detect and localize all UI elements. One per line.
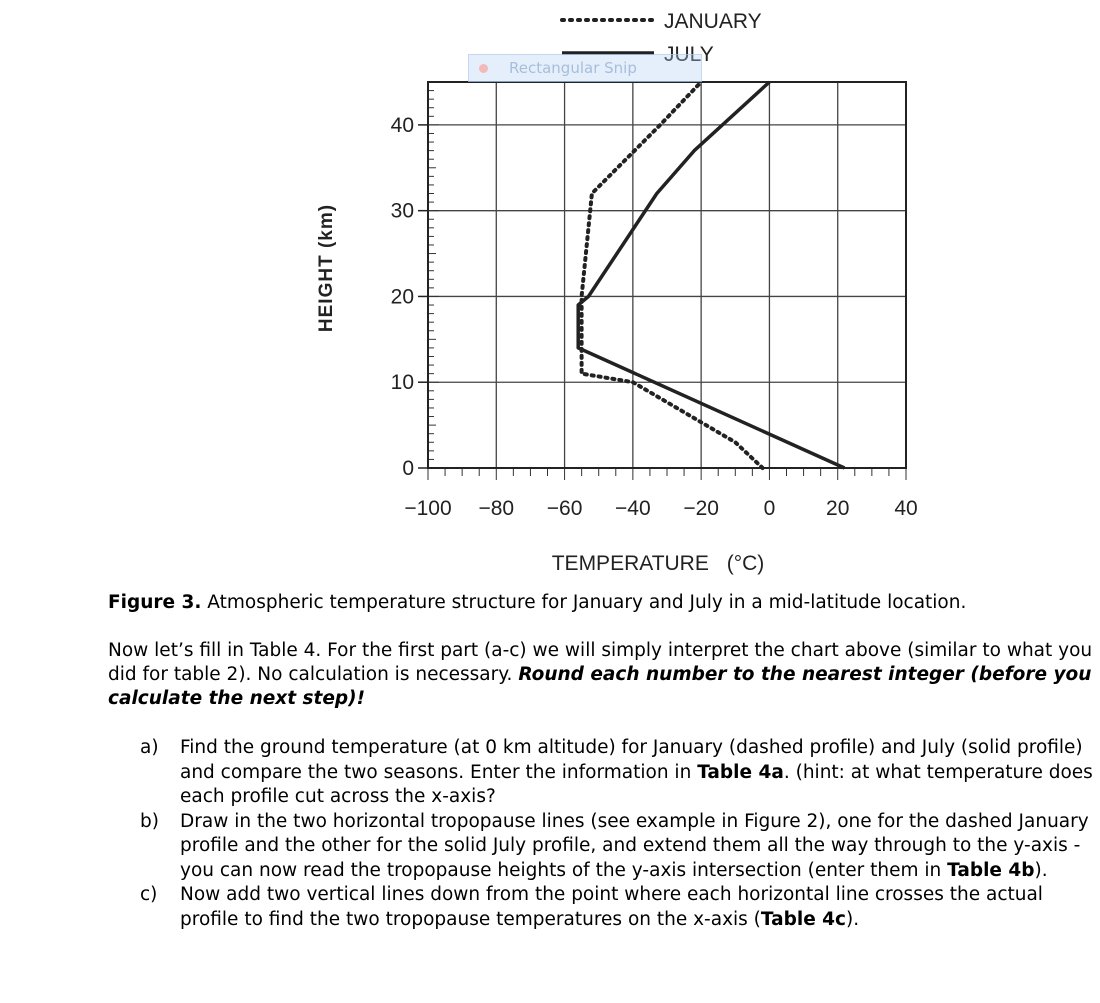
x-axis-label-name: TEMPERATURE xyxy=(551,552,709,575)
x-tick-label: −40 xyxy=(615,497,651,520)
axis-minor-ticks xyxy=(428,82,906,480)
x-tick-label: −100 xyxy=(404,497,452,520)
question-text: Now add two vertical lines down from the point where each horizontal line crosses the actual profile to find the two tropopause temperatures on the x-axis ( xyxy=(180,884,1043,930)
y-tick-label: 10 xyxy=(390,371,414,395)
question-text-end: . (hint: at what temperature does each profile cut across the x-axis? xyxy=(180,761,1093,807)
question-text: Find the ground temperature (at 0 km altitude) for January (dashed profile) and July (solid profile) and compare the two seasons. Enter the information in xyxy=(180,737,1083,783)
question-item xyxy=(140,810,1100,884)
x-axis-label xyxy=(552,552,765,575)
legend-label-january: JANUARY xyxy=(664,10,762,33)
x-tick-label: 0 xyxy=(763,497,776,520)
y-tick-label: 0 xyxy=(402,457,414,480)
figure-caption xyxy=(108,591,1098,615)
question-table-ref: Table 4c xyxy=(760,908,847,930)
question-text-end: ). xyxy=(1034,859,1048,881)
intro-emphasis: Round each number to the nearest integer (before you calculate the next step)! xyxy=(108,664,1092,709)
question-table-ref: Table 4a xyxy=(697,761,784,783)
question-item xyxy=(140,736,1100,810)
intro-paragraph xyxy=(108,639,1098,711)
intro-text: Now let’s fill in Table 4. For the first part (a-c) we will simply interpret the chart above (similar to what you did for table 2). No calculation is necessary. xyxy=(108,640,1093,685)
question-text: Draw in the two horizontal tropopause lines (see example in Figure 2), one for the dashed January profile and the other for the solid July profile, and extend them all the way through to the y-axis - you can now read the tropopause heights of the y-axis intersection (enter them in xyxy=(180,810,1089,881)
x-tick-label: −60 xyxy=(546,497,583,520)
snip-record-icon xyxy=(479,64,488,73)
series-line-july xyxy=(578,82,844,468)
rectangular-snip-overlay[interactable] xyxy=(468,54,702,82)
snip-overlay-label: Rectangular Snip xyxy=(509,59,637,77)
x-tick-label: −80 xyxy=(478,497,515,520)
y-tick-label: 40 xyxy=(390,113,414,137)
question-marker: b) xyxy=(140,810,159,832)
question-marker: c) xyxy=(140,884,158,905)
figure-caption-text: Atmospheric temperature structure for January and July in a mid-latitude location. xyxy=(201,592,967,613)
question-item xyxy=(140,883,1100,932)
y-tick-label: 30 xyxy=(390,199,414,223)
question-text-end: ). xyxy=(846,908,860,930)
question-marker: a) xyxy=(140,737,159,758)
y-tick-label: 20 xyxy=(390,285,414,309)
figure-caption-label: Figure 3. xyxy=(108,592,202,613)
x-axis-label-unit: (°C) xyxy=(726,552,765,575)
x-tick-label: −20 xyxy=(683,497,719,520)
y-tick-labels xyxy=(391,114,428,480)
plot-frame xyxy=(428,82,906,468)
question-list xyxy=(140,736,1100,932)
x-tick-label: 20 xyxy=(826,497,850,520)
x-tick-labels xyxy=(404,497,917,520)
chart-grid xyxy=(428,82,906,468)
y-axis-label: HEIGHT (km) xyxy=(316,203,337,333)
question-table-ref: Table 4b xyxy=(947,859,1035,881)
series-layer xyxy=(578,82,844,468)
x-tick-label: 40 xyxy=(894,497,918,520)
legend-label-july: JULY xyxy=(664,43,714,66)
series-line-january xyxy=(582,82,763,468)
